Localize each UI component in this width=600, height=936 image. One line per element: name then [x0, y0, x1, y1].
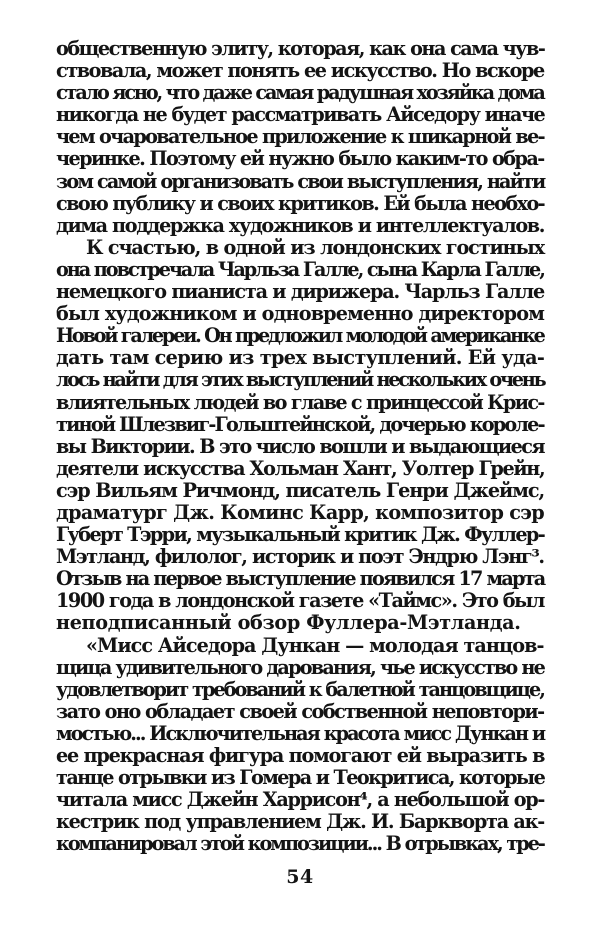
text-line: танце отрывки из Гомера и Теокритиса, которые	[56, 766, 545, 790]
text-line: Губерт Тэрри, музыкальный критик Дж. Фуллер-	[56, 523, 545, 547]
text-line: 1900 года в лондонской газете «Таймс». Это был	[56, 589, 544, 613]
text-line-footnote-4: читала мисс Джейн Харрисон⁴, а небольшой ор-	[56, 788, 545, 812]
text-line: лось найти для этих выступлений нескольких очень	[56, 368, 545, 392]
text-line: компанировал этой композиции... В отрывках, тре-	[56, 832, 544, 856]
text-line: влиятельных людей во главе с принцессой Крис-	[56, 390, 544, 414]
text-line: вы Виктории. В это число вошли и выдающиеся	[56, 434, 544, 458]
text-line: чем очаровательное приложение к шикарной ве-	[56, 125, 544, 149]
text-line: общественную элиту, которая, как она сама чув-	[56, 37, 545, 60]
text-line: мостью... Исключительная красота мисс Дункан и	[56, 721, 545, 745]
text-line: Новой галереи. Он предложил молодой американке	[56, 324, 544, 348]
text-line: ствовала, может понять ее искусство. Но вскоре	[56, 59, 544, 83]
text-line: зом самой организовать свои выступления, найти	[56, 169, 545, 193]
text-line: деятели искусства Хольман Хант, Уолтер Грейн,	[56, 456, 545, 480]
text-line: стало ясно, что даже самая радушная хозяйка дома	[56, 81, 544, 105]
text-line: ее прекрасная фигура помогают ей выразить в	[56, 744, 545, 767]
page-body	[56, 38, 544, 855]
text-line: немецкого пианиста и дирижера. Чарльз Галле	[56, 280, 544, 304]
text-line: драматург Дж. Коминс Карр, композитор сэр	[56, 500, 545, 524]
paragraph-first-line: К счастью, в одной из лондонских гостиных	[86, 235, 545, 259]
text-line: неподписанный обзор Фуллера-Мэтланда.	[56, 611, 521, 635]
page-number: 54	[286, 866, 314, 888]
text-line: щица удивительного дарования, чье искусство не	[56, 655, 545, 679]
text-line: удовлетворит требований к балетной танцовщице,	[56, 677, 545, 701]
text-line-footnote-3: Мэтланд, филолог, историк и поэт Эндрю Лэнг³.	[56, 545, 544, 569]
text-line: свою публику и своих критиков. Ей была необхо-	[56, 191, 545, 215]
text-line: был художником и одновременно директором	[56, 302, 545, 326]
paragraph-first-line: «Мисс Айседора Дункан — молодая танцов-	[86, 633, 544, 657]
text-line: она повстречала Чарльза Галле, сына Карла Галле,	[56, 257, 544, 281]
text-line: дать там серию из трех выступлений. Ей уда-	[56, 346, 545, 370]
text-line: кестрик под управлением Дж. И. Баркворта ак-	[56, 810, 544, 834]
text-line: никогда не будет рассматривать Айседору иначе	[56, 103, 545, 127]
text-line: тиной Шлезвиг-Гольштейнской, дочерью короле-	[56, 412, 544, 436]
text-line: черинке. Поэтому ей нужно было каким-то обра-	[56, 147, 544, 171]
text-line: зато оно обладает своей собственной неповтори-	[56, 699, 544, 723]
text-line: дима поддержка художников и интеллектуалов.	[56, 213, 545, 237]
text-line: Отзыв на первое выступление появился 17 марта	[56, 567, 545, 591]
text-line: сэр Вильям Ричмонд, писатель Генри Джеймс,	[56, 478, 545, 502]
